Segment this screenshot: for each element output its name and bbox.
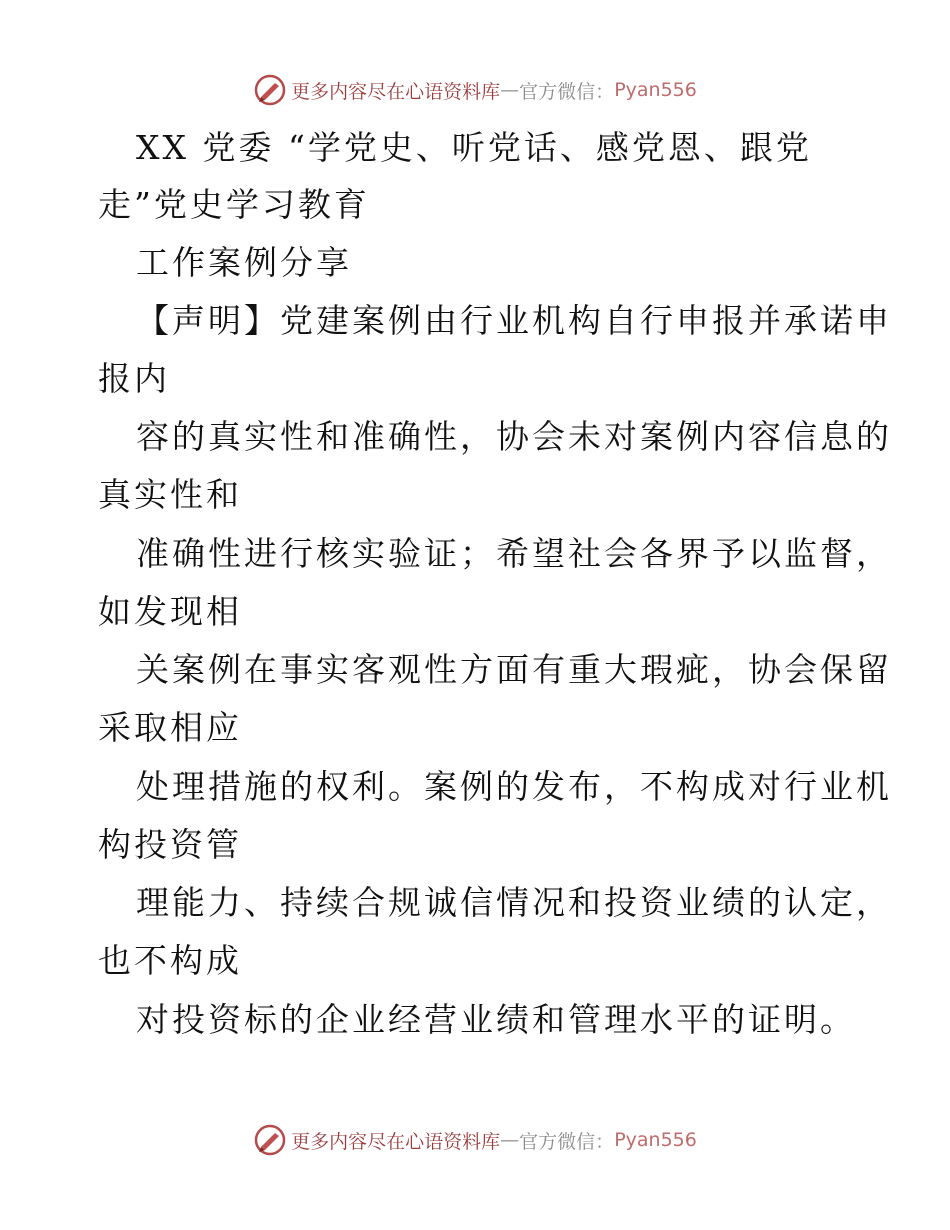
text-line: 处理措施的权利。案例的发布，不构成对行业机 — [136, 767, 892, 806]
banner-separator: — — [500, 79, 520, 101]
title-line-1: XX 党委 “学党史、听党话、感党恩、跟党 — [136, 128, 812, 167]
text-line: 真实性和 — [98, 475, 242, 514]
text-line: 采取相应 — [98, 708, 242, 747]
pen-logo-icon — [253, 1123, 287, 1157]
text-line: 对投资标的企业经营业绩和管理水平的证明。 — [136, 1000, 856, 1039]
text-line: 如发现相 — [98, 592, 242, 631]
text-line: 关案例在事实客观性方面有重大瑕疵，协会保留 — [136, 650, 892, 689]
footer-banner — [0, 1120, 950, 1160]
banner-text: 更多内容尽在心语资料库 — [291, 80, 501, 103]
banner-id: Pyan556 — [614, 79, 697, 101]
text-line: 【声明】党建案例由行业机构自行申报并承诺申 — [136, 301, 892, 340]
text-line: 准确性进行核实验证；希望社会各界予以监督， — [136, 534, 892, 573]
banner-text: 更多内容尽在心语资料库 — [291, 1130, 501, 1153]
pen-logo-icon — [253, 73, 287, 107]
subtitle: 工作案例分享 — [136, 243, 352, 282]
text-line: 也不构成 — [98, 941, 242, 980]
banner-label: 官方微信： — [519, 1130, 615, 1153]
text-line: 容的真实性和准确性，协会未对案例内容信息的 — [136, 417, 892, 456]
title-line-2: 走”党史学习教育 — [98, 185, 370, 224]
text-line: 报内 — [98, 359, 170, 398]
text-line: 构投资管 — [98, 825, 242, 864]
header-banner — [0, 70, 950, 110]
banner-separator: — — [500, 1129, 520, 1151]
banner-label: 官方微信： — [519, 80, 615, 103]
text-line: 理能力、持续合规诚信情况和投资业绩的认定， — [136, 883, 892, 922]
banner-id: Pyan556 — [614, 1129, 697, 1151]
